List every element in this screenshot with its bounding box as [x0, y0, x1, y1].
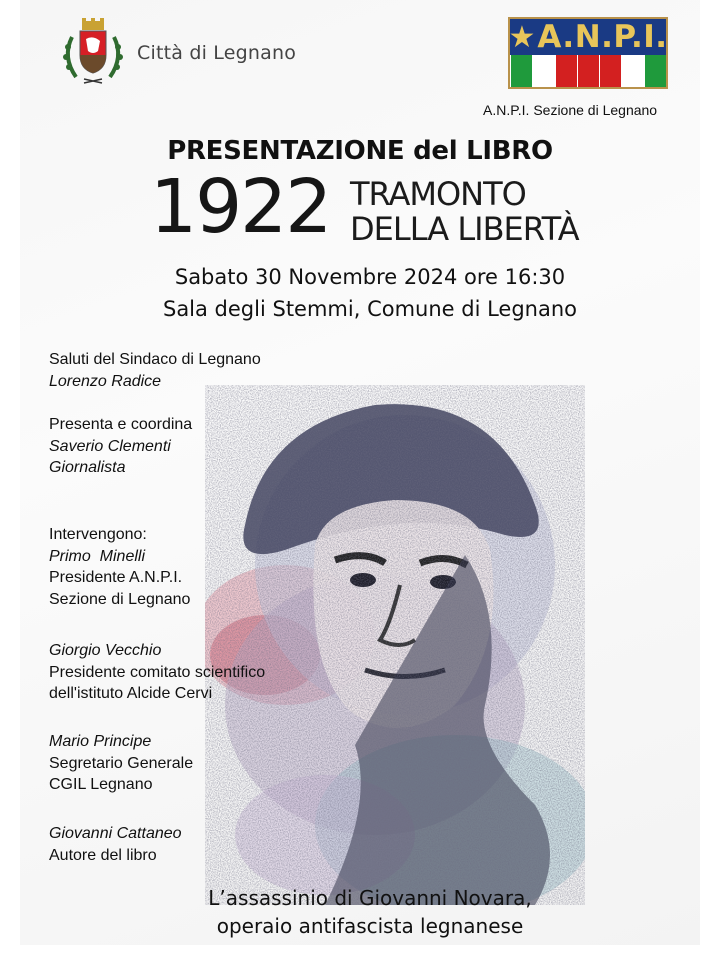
book-year: 1922: [150, 164, 331, 250]
star-icon: ★: [508, 20, 536, 54]
greetings-name: Lorenzo Radice: [49, 372, 162, 390]
speaker-role: Segretario Generale: [49, 754, 194, 772]
tagline: [0, 884, 720, 940]
moderator-name: Saverio Clementi: [49, 437, 171, 455]
event-date: Sabato 30 Novembre 2024 ore 16:30: [174, 265, 566, 289]
anpi-logo-text: A.N.P.I.: [537, 19, 668, 55]
speakers-heading: Intervengono:: [49, 526, 147, 543]
speaker-block: [49, 823, 182, 866]
speaker-block: [49, 731, 193, 796]
book-subtitle-line1: TRAMONTO: [350, 175, 526, 213]
speaker-block: [49, 524, 190, 610]
greetings-role: Saluti del Sindaco di Legnano: [49, 351, 261, 368]
event-place: Sala degli Stemmi, Comune di Legnano: [162, 297, 578, 321]
speaker-role: Sezione di Legnano: [49, 590, 191, 608]
moderator-title: Giornalista: [49, 459, 126, 476]
greetings-block: [49, 349, 261, 392]
tricolor-flag: [510, 55, 666, 87]
presentation-title: PRESENTAZIONE del LIBRO: [167, 136, 553, 166]
speaker-name: Giovanni Cattaneo: [49, 825, 182, 842]
speaker-name: Giorgio Vecchio: [49, 642, 162, 659]
moderator-block: [49, 414, 192, 479]
city-coat-of-arms-icon: [58, 17, 128, 87]
city-name: Città di Legnano: [137, 42, 297, 64]
speaker-role: Autore del libro: [49, 846, 157, 864]
speaker-role: CGIL Legnano: [49, 776, 153, 793]
anpi-logo: [508, 17, 668, 89]
moderator-role: Presenta e coordina: [49, 416, 193, 433]
speaker-block: [49, 640, 265, 705]
tagline-line1: L’assassinio di Giovanni Novara,: [208, 886, 532, 910]
speaker-role: dell'istituto Alcide Cervi: [49, 685, 213, 702]
book-subtitle-line2: DELLA LIBERTÀ: [350, 210, 579, 248]
speaker-name: Mario Principe: [49, 733, 152, 750]
anpi-caption: A.N.P.I. Sezione di Legnano: [483, 102, 658, 118]
speaker-name: Primo Minelli: [49, 547, 146, 565]
speaker-role: Presidente A.N.P.I.: [49, 569, 183, 586]
speaker-role: Presidente comitato scientifico: [49, 663, 266, 681]
tagline-line2: operaio antifascista legnanese: [216, 914, 524, 938]
